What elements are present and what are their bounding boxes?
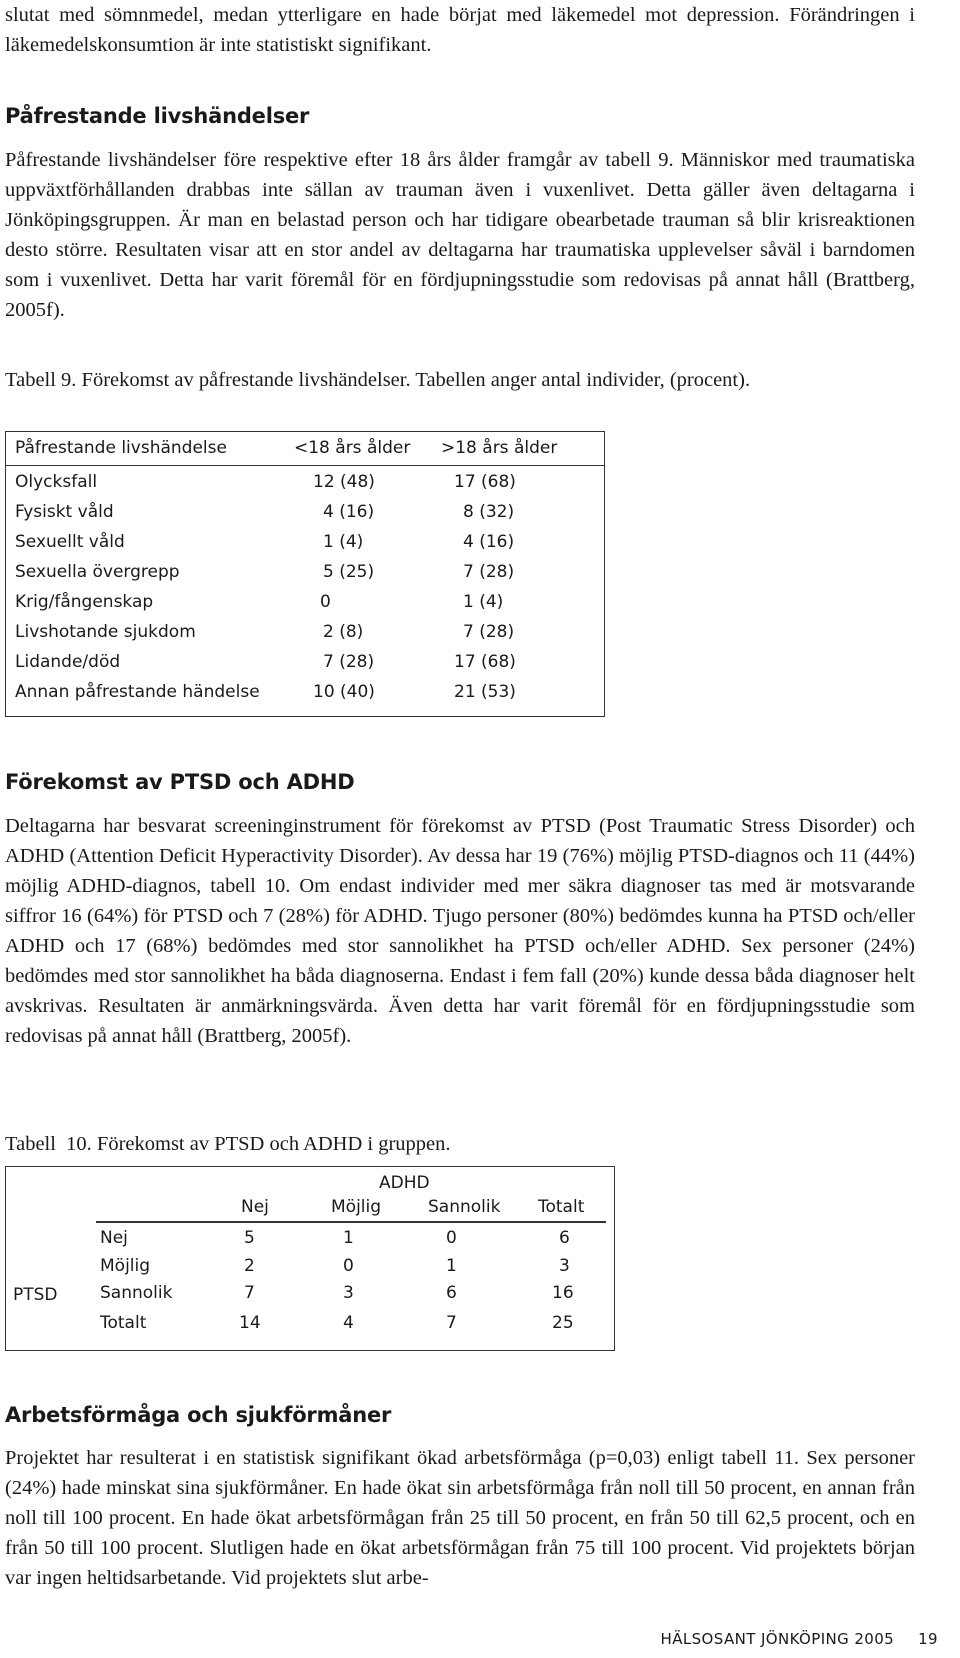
table9-header-over18: >18 års ålder xyxy=(441,438,558,458)
table10-col-header: Nej xyxy=(241,1197,269,1217)
intro-paragraph: slutat med sömnmedel, medan ytterligare en hade börjat med läkemedel mot depression. Förändringen i läkemedelskonsumtion är inte statistiskt signifikant. xyxy=(5,4,915,56)
table10-cell: 1 xyxy=(446,1256,457,1276)
table9-event: Sexuellt våld xyxy=(15,532,125,552)
work-capacity-paragraph: Projektet har resulterat i en statistisk signifikant ökad arbetsförmåga (p=0,03) enligt tabell 11. Sex personer (24%) hade minskat sina sjukförmåner. En hade ökat sin arbetsförmåga från noll till 50 procent, en annan från noll till 100 procent. En hade ökat arbetsförmågan från 25 till 50 procent, en från 50 till 62,5 procent, och en från 50 till 100 procent. Slutligen hade en ökat arbetsförmågan från 75 till 100 procent. Vid projektets början var ingen heltidsarbetande. Vid projektets slut arbe- xyxy=(5,1447,915,1589)
page-footer xyxy=(661,1630,938,1648)
table9-under18: 10 (40) xyxy=(313,682,375,702)
table10-cell: 4 xyxy=(343,1313,354,1333)
table-row xyxy=(6,588,604,619)
table9-over18: 7 (28) xyxy=(463,622,515,642)
table9-under18: 5 (25) xyxy=(323,562,375,582)
table9-event: Olycksfall xyxy=(15,472,98,492)
table10-row-label: Nej xyxy=(100,1228,128,1248)
table10-cell: 7 xyxy=(244,1283,255,1303)
page-number: 19 xyxy=(918,1630,938,1648)
section-heading-work-capacity: Arbetsförmåga och sjukförmåner xyxy=(5,1403,392,1427)
table10-cell: 0 xyxy=(446,1228,457,1248)
table-row xyxy=(6,558,604,589)
table9-under18: 7 (28) xyxy=(323,652,375,672)
table9-over18: 1 (4) xyxy=(463,592,504,612)
table9-under18: 0 xyxy=(320,592,331,612)
table-row xyxy=(6,498,604,529)
table-row xyxy=(6,468,604,499)
table10-cell: 6 xyxy=(446,1283,457,1303)
table10-col-header: Totalt xyxy=(538,1197,585,1217)
table-row xyxy=(6,618,604,649)
table10-col-header: Sannolik xyxy=(428,1197,501,1217)
table10-cell: 16 xyxy=(552,1283,574,1303)
table9-event: Annan påfrestande händelse xyxy=(15,682,260,702)
table9-event: Livshotande sjukdom xyxy=(15,622,196,642)
table10-cell: 3 xyxy=(559,1256,570,1276)
table9-over18: 7 (28) xyxy=(463,562,515,582)
table9-header-under18: <18 års ålder xyxy=(294,438,411,458)
table9-over18: 17 (68) xyxy=(454,652,516,672)
table9-under18: 4 (16) xyxy=(323,502,375,522)
table10-cell: 5 xyxy=(244,1228,255,1248)
table10 xyxy=(5,1166,615,1351)
table10-header-rule xyxy=(96,1221,606,1223)
table9-event: Fysiskt våld xyxy=(15,502,114,522)
table10-col-group-label: ADHD xyxy=(379,1173,430,1193)
table9-under18: 1 (4) xyxy=(323,532,364,552)
table9-header-event: Påfrestande livshändelse xyxy=(15,438,227,458)
table10-caption: Tabell 10. Förekomst av PTSD och ADHD i gruppen. xyxy=(5,1133,451,1155)
table10-cell: 25 xyxy=(552,1313,574,1333)
table9-under18: 2 (8) xyxy=(323,622,364,642)
table9-caption: Tabell 9. Förekomst av påfrestande livshändelser. Tabellen anger antal individer, (procent). xyxy=(5,369,751,391)
table9 xyxy=(5,431,605,717)
table9-header-row xyxy=(6,432,604,466)
table9-event: Krig/fångenskap xyxy=(15,592,154,612)
section-heading-ptsd-adhd: Förekomst av PTSD och ADHD xyxy=(5,770,355,794)
table10-cell: 3 xyxy=(343,1283,354,1303)
publication-name: HÄLSOSANT JÖNKÖPING 2005 xyxy=(660,1630,895,1648)
table9-event: Lidande/död xyxy=(15,652,121,672)
ptsd-adhd-paragraph: Deltagarna har besvarat screeninginstrument för förekomst av PTSD (Post Traumatic Stress Disorder) och ADHD (Attention Deficit Hyperactivity Disorder). Av dessa har 19 (76%) möjlig PTSD-diagnos och 11 (44%) möjlig ADHD-diagnos, tabell 10. Om endast individer med mer säkra diagnoser tas med är motsvarande siffror 16 (64%) för PTSD och 7 (28%) för ADHD. Tjugo personer (80%) bedömdes kunna ha PTSD och/eller ADHD och 17 (68%) bedömdes med stor sannolikhet ha PTSD och/eller ADHD. Sex personer (24%) bedömdes med stor sannolikhet ha båda diagnoserna. Endast i fem fall (20%) kunde dessa båda diagnoser helt avskrivas. Resultaten är anmärkningsvärda. Även detta har varit föremål för en fördjupningsstudie som redovisas på annat håll (Brattberg, 2005f). xyxy=(5,815,915,1047)
table10-cell: 2 xyxy=(244,1256,255,1276)
table-row xyxy=(6,648,604,679)
table10-row-group-label: PTSD xyxy=(13,1285,58,1305)
table10-cell: 1 xyxy=(343,1228,354,1248)
section-heading-life-events: Påfrestande livshändelser xyxy=(5,104,310,128)
life-events-paragraph: Påfrestande livshändelser före respektive efter 18 års ålder framgår av tabell 9. Människor med traumatiska uppväxtförhållanden drabbas inte sällan av trauman även i vuxenlivet. Detta gäller även deltagarna i Jönköpingsgruppen. Är man en belastad person och har tidigare obearbetade trauman så blir krisreaktionen desto större. Resultaten visar att en stor andel av deltagarna har traumatiska upplevelser såväl i barndomen som i vuxenlivet. Detta har varit föremål för en fördjupningsstudie som redovisas på annat håll (Brattberg, 2005f). xyxy=(5,149,915,321)
table9-over18: 21 (53) xyxy=(454,682,516,702)
table10-cell: 0 xyxy=(343,1256,354,1276)
table10-cell: 6 xyxy=(559,1228,570,1248)
table10-row-label: Sannolik xyxy=(100,1283,173,1303)
table9-over18: 4 (16) xyxy=(463,532,515,552)
table-row xyxy=(6,528,604,559)
table10-row-label: Möjlig xyxy=(100,1256,151,1276)
table9-event: Sexuella övergrepp xyxy=(15,562,180,582)
table10-col-header: Möjlig xyxy=(331,1197,382,1217)
table10-row-label: Totalt xyxy=(100,1313,147,1333)
table9-under18: 12 (48) xyxy=(313,472,375,492)
table9-over18: 8 (32) xyxy=(463,502,515,522)
table10-cell: 7 xyxy=(446,1313,457,1333)
table-row xyxy=(6,678,604,709)
table10-cell: 14 xyxy=(239,1313,261,1333)
table9-over18: 17 (68) xyxy=(454,472,516,492)
